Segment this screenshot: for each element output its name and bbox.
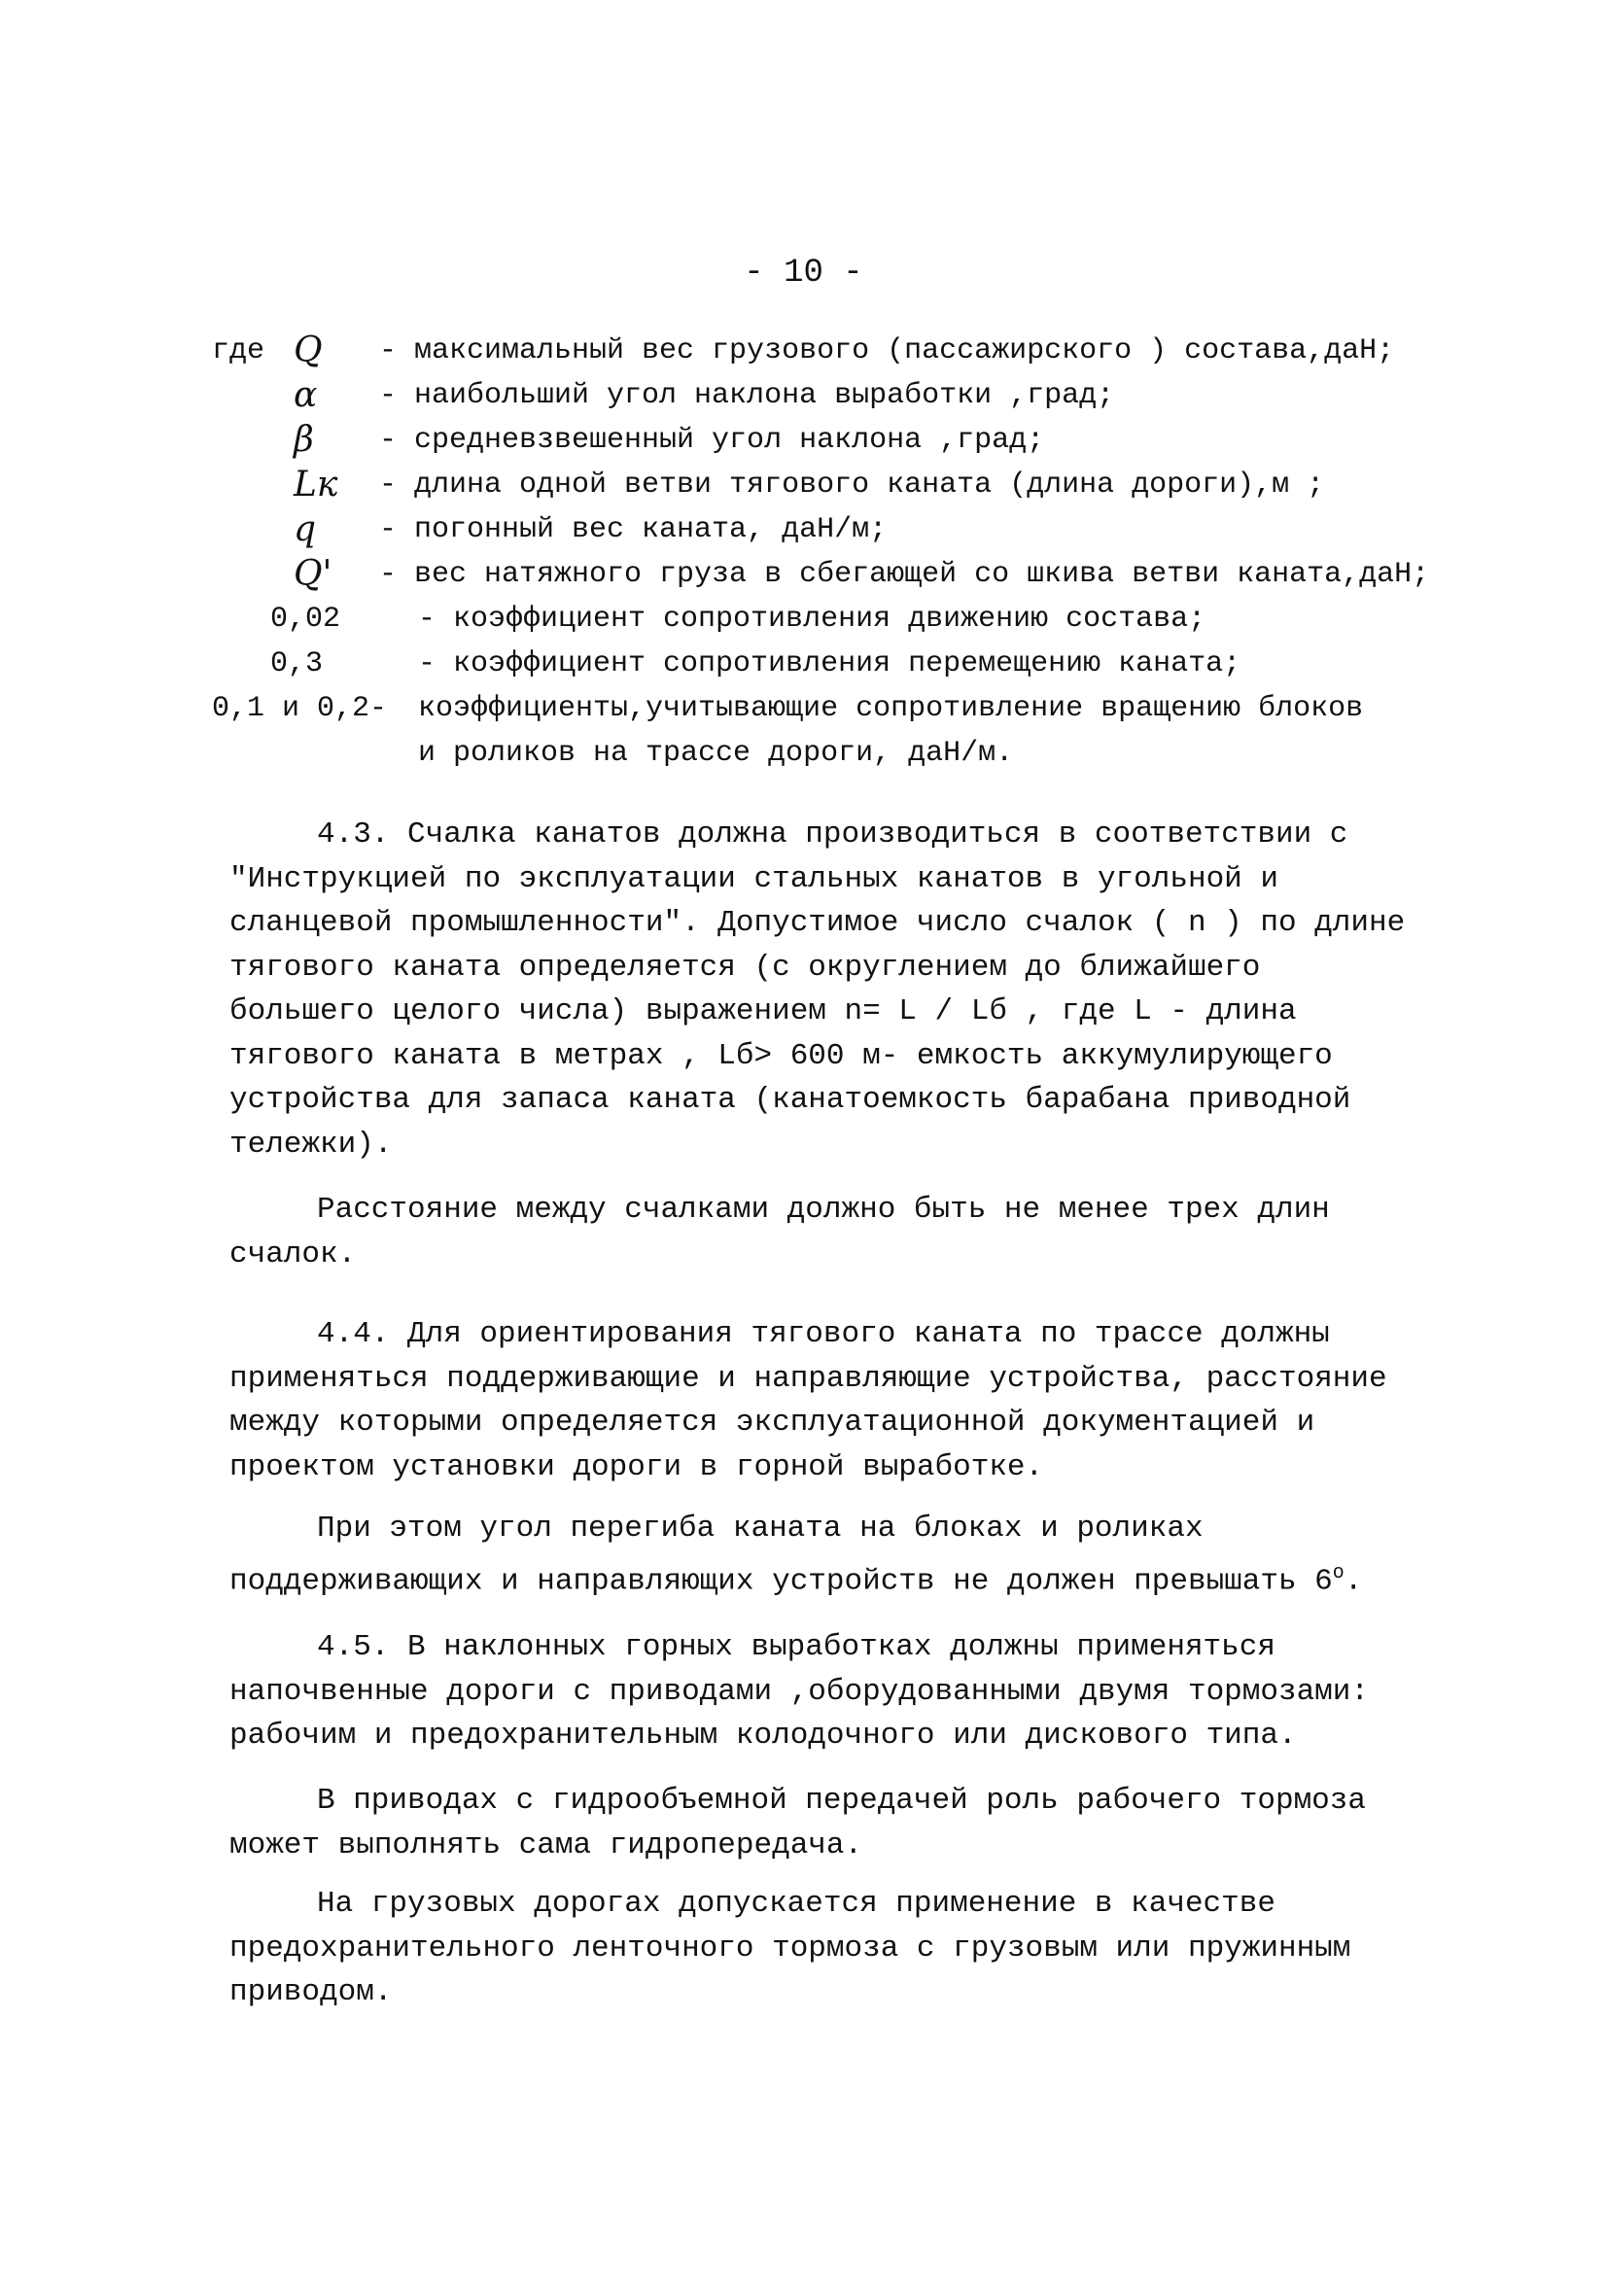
paragraph: 4.3. Счалка канатов должна производиться в соответствии с "Инструкцией по эксплуатации стальных канатов в угольной и сланцевой промышленности". Допустимое число счалок ( n ) по длине тягового каната определяется (с округлением до ближайшего большего целого числа) выражением n= L / Lб , где L - длина тягового каната в метрах , Lб> 600 м- емкость аккумулирующего устройства для запаса каната (канатоемкость барабана приводной тележки). [229,818,1406,1162]
legend-text: - погонный вес каната, даН/м; [379,513,888,546]
legend-row [212,373,1515,418]
paragraph [229,1507,1415,1603]
legend-text: и роликов на трассе дороги, даН/м. [418,737,1014,770]
legend-text: коэффициенты,учитывающие сопротивление вращению блоков [418,692,1364,725]
section-4-4-cont [229,1507,1415,1603]
legend-symbol: q [294,509,317,549]
legend-symbol: Q' [294,554,332,594]
paragraph: Расстояние между счалками должно быть не менее трех длин счалок. [229,1193,1330,1271]
section-4-4 [229,1312,1415,1489]
legend-row [212,329,1515,373]
paragraph-text: При этом угол перегиба каната на блоках и роликах поддерживающих и направляющих устройств не должен превышать 6 [229,1512,1333,1598]
section-4-3 [229,813,1415,1166]
legend-text: - средневзвешенный угол наклона ,град; [379,424,1045,457]
legend-row [212,597,1515,642]
legend-text: - длина одной ветви тягового каната (длина дороги),м ; [379,469,1325,502]
section-4-5-cont2 [229,1882,1415,2015]
section-4-5 [229,1625,1415,1758]
paragraph: На грузовых дорогах допускается применение в качестве предохранительного ленточного тормоза с грузовым или пружинным приводом. [229,1887,1351,2009]
legend-row [212,418,1515,463]
section-4-5-cont [229,1779,1415,1867]
legend-row [212,731,1515,776]
paragraph: В приводах с гидрообъемной передачей роль рабочего тормоза может выполнять сама гидропередача. [229,1784,1366,1862]
legend-row [212,507,1515,552]
legend-coefficient: 0,3 [270,647,324,680]
legend-row [212,686,1515,731]
page-number: - 10 - [744,255,863,292]
legend-symbol: Lк [294,465,338,504]
legend-text: - коэффициент сопротивления перемещению каната; [418,647,1241,680]
legend-row [212,642,1515,686]
paragraph: 4.5. В наклонных горных выработках должны применяться напочвенные дороги с приводами ,оборудованными двумя тормозами: рабочим и предохранительным колодочного или дискового типа. [229,1630,1369,1753]
legend-intro: где [212,334,265,367]
legend-coefficient: 0,1 и 0,2- [212,692,388,725]
paragraph: 4.4. Для ориентирования тягового каната по трассе должны применяться поддерживающие и направляющие устройства, расстояние между которыми определяется эксплуатационной документацией и проектом установки дороги в горной выработке. [229,1317,1387,1484]
legend-text: - максимальный вес грузового (пассажирского ) состава,даН; [379,334,1395,367]
section-4-3-cont [229,1188,1415,1276]
legend-symbol: Q [294,330,323,370]
legend-text: - коэффициент сопротивления движению состава; [418,603,1206,636]
legend-text: - наибольший угол наклона выработки ,град; [379,379,1115,412]
degree-sign: о [1332,1561,1345,1584]
legend-text: - вес натяжного груза в сбегающей со шкива ветви каната,даН; [379,558,1430,591]
symbol-legend [212,329,1515,776]
legend-coefficient: 0,02 [270,603,341,636]
legend-symbol: β [294,420,314,460]
legend-row [212,552,1515,597]
paragraph-end: . [1344,1563,1363,1598]
legend-row [212,463,1515,507]
legend-symbol: α [294,375,318,415]
